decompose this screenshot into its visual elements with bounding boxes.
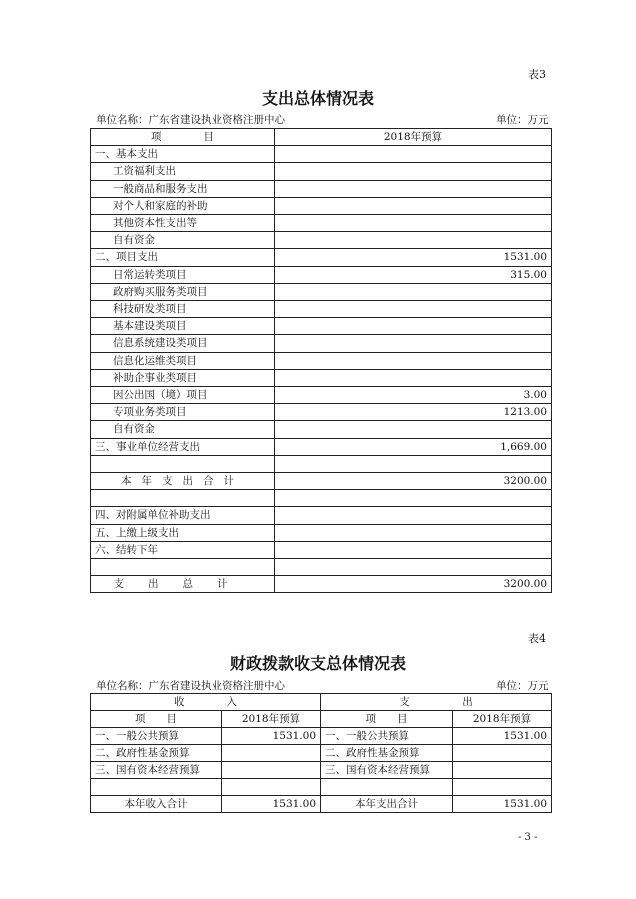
table-row <box>91 524 552 541</box>
table-subheader-row <box>91 711 552 728</box>
income-column-item: 项 目 <box>91 711 222 728</box>
row-label <box>91 490 275 507</box>
row-label: 六、结转下年 <box>91 541 275 558</box>
column-header-budget: 2018年预算 <box>275 129 552 146</box>
income-label <box>91 779 222 796</box>
table-row <box>91 387 552 404</box>
row-label: 政府购买服务类项目 <box>91 283 275 300</box>
row-label: 信息化运维类项目 <box>91 352 275 369</box>
row-value <box>275 197 552 214</box>
income-label: 二、政府性基金预算 <box>91 745 222 762</box>
row-value <box>275 455 552 472</box>
table-row <box>91 796 552 813</box>
table-row <box>91 745 552 762</box>
row-value: 3.00 <box>275 387 552 404</box>
row-value <box>275 559 552 576</box>
expense-value <box>453 745 552 762</box>
row-value <box>275 352 552 369</box>
row-label: 因公出国（境）项目 <box>91 387 275 404</box>
row-label <box>91 455 275 472</box>
row-value <box>275 232 552 249</box>
table3-unit: 单位：万元 <box>496 114 549 126</box>
row-label: 自有资金 <box>91 421 275 438</box>
row-label: 信息系统建设类项目 <box>91 335 275 352</box>
expense-column-budget: 2018年预算 <box>453 711 552 728</box>
row-label: 专项业务类项目 <box>91 404 275 421</box>
expense-label: 二、政府性基金预算 <box>321 745 453 762</box>
row-label: 日常运转类项目 <box>91 266 275 283</box>
table-row <box>91 352 552 369</box>
table-header-row <box>91 129 552 146</box>
expense-total-label: 本年支出合计 <box>321 796 453 813</box>
row-label: 五、上缴上级支出 <box>91 524 275 541</box>
table-row <box>91 507 552 524</box>
row-value: 1213.00 <box>275 404 552 421</box>
expense-value <box>453 762 552 779</box>
table-row <box>91 728 552 745</box>
column-header-item: 项 目 <box>91 129 275 146</box>
income-column-budget: 2018年预算 <box>222 711 321 728</box>
row-value <box>275 524 552 541</box>
table-row <box>91 283 552 300</box>
table-row <box>91 146 552 163</box>
row-value: 1531.00 <box>275 249 552 266</box>
expense-value <box>453 779 552 796</box>
table-row <box>91 473 552 490</box>
row-label: 对个人和家庭的补助 <box>91 197 275 214</box>
table4-title: 财政拨款收支总体情况表 <box>229 654 406 673</box>
income-label: 一、一般公共预算 <box>91 728 222 745</box>
table-row <box>91 369 552 386</box>
row-value <box>275 507 552 524</box>
table-header-row <box>91 694 552 711</box>
expense-label: 三、国有资本经营预算 <box>321 762 453 779</box>
income-value: 1531.00 <box>222 728 321 745</box>
row-value <box>275 318 552 335</box>
income-value <box>222 762 321 779</box>
table-row <box>91 249 552 266</box>
row-label: 其他资本性支出等 <box>91 215 275 232</box>
row-label: 四、对附属单位补助支出 <box>91 507 275 524</box>
table3-unit-name: 单位名称：广东省建设执业资格注册中心 <box>96 114 285 126</box>
table-row <box>91 163 552 180</box>
table-row <box>91 404 552 421</box>
expense-label <box>321 779 453 796</box>
row-value <box>275 301 552 318</box>
row-label-annual-total: 本年支出合计 <box>91 473 275 490</box>
table-row <box>91 455 552 472</box>
row-value <box>275 335 552 352</box>
row-value <box>275 163 552 180</box>
row-value <box>275 369 552 386</box>
table3-title: 支出总体情况表 <box>261 89 374 108</box>
expense-header: 支 出 <box>321 694 552 711</box>
table-row <box>91 180 552 197</box>
expense-label: 一、一般公共预算 <box>321 728 453 745</box>
row-label: 一、基本支出 <box>91 146 275 163</box>
row-label: 自有资金 <box>91 232 275 249</box>
row-value <box>275 215 552 232</box>
table4-unit-name: 单位名称：广东省建设执业资格注册中心 <box>96 680 285 692</box>
page-number: - 3 - <box>518 832 538 843</box>
row-label: 补助企事业类项目 <box>91 369 275 386</box>
income-value <box>222 745 321 762</box>
income-value <box>222 779 321 796</box>
income-total-value: 1531.00 <box>222 796 321 813</box>
table-row <box>91 215 552 232</box>
table-row <box>91 762 552 779</box>
expense-summary-table <box>90 128 552 593</box>
table-row <box>91 301 552 318</box>
row-label: 一般商品和服务支出 <box>91 180 275 197</box>
row-value <box>275 541 552 558</box>
fiscal-appropriation-table <box>90 693 552 813</box>
row-value <box>275 421 552 438</box>
table3-tag: 表3 <box>528 68 546 81</box>
income-total-label: 本年收入合计 <box>91 796 222 813</box>
table-row <box>91 335 552 352</box>
table4-tag: 表4 <box>528 632 546 645</box>
row-value <box>275 490 552 507</box>
row-label-grand-total: 支出总计 <box>91 576 275 593</box>
table-row <box>91 490 552 507</box>
row-label: 二、项目支出 <box>91 249 275 266</box>
row-value-grand-total: 3200.00 <box>275 576 552 593</box>
table-row <box>91 197 552 214</box>
row-value <box>275 146 552 163</box>
row-value <box>275 283 552 300</box>
table-row <box>91 576 552 593</box>
expense-total-value: 1531.00 <box>453 796 552 813</box>
table-row <box>91 438 552 455</box>
row-value <box>275 180 552 197</box>
expense-value: 1531.00 <box>453 728 552 745</box>
income-label: 三、国有资本经营预算 <box>91 762 222 779</box>
table-row <box>91 232 552 249</box>
table-row <box>91 421 552 438</box>
row-label: 三、事业单位经营支出 <box>91 438 275 455</box>
table4-unit: 单位：万元 <box>496 680 549 692</box>
table-row <box>91 318 552 335</box>
table-row <box>91 779 552 796</box>
table-row <box>91 541 552 558</box>
row-label: 工资福利支出 <box>91 163 275 180</box>
row-value: 315.00 <box>275 266 552 283</box>
row-label: 基本建设类项目 <box>91 318 275 335</box>
table-row <box>91 266 552 283</box>
income-header: 收 入 <box>91 694 321 711</box>
row-label <box>91 559 275 576</box>
expense-column-item: 项 目 <box>321 711 453 728</box>
table-row <box>91 559 552 576</box>
row-value-annual-total: 3200.00 <box>275 473 552 490</box>
row-value: 1,669.00 <box>275 438 552 455</box>
row-label: 科技研发类项目 <box>91 301 275 318</box>
